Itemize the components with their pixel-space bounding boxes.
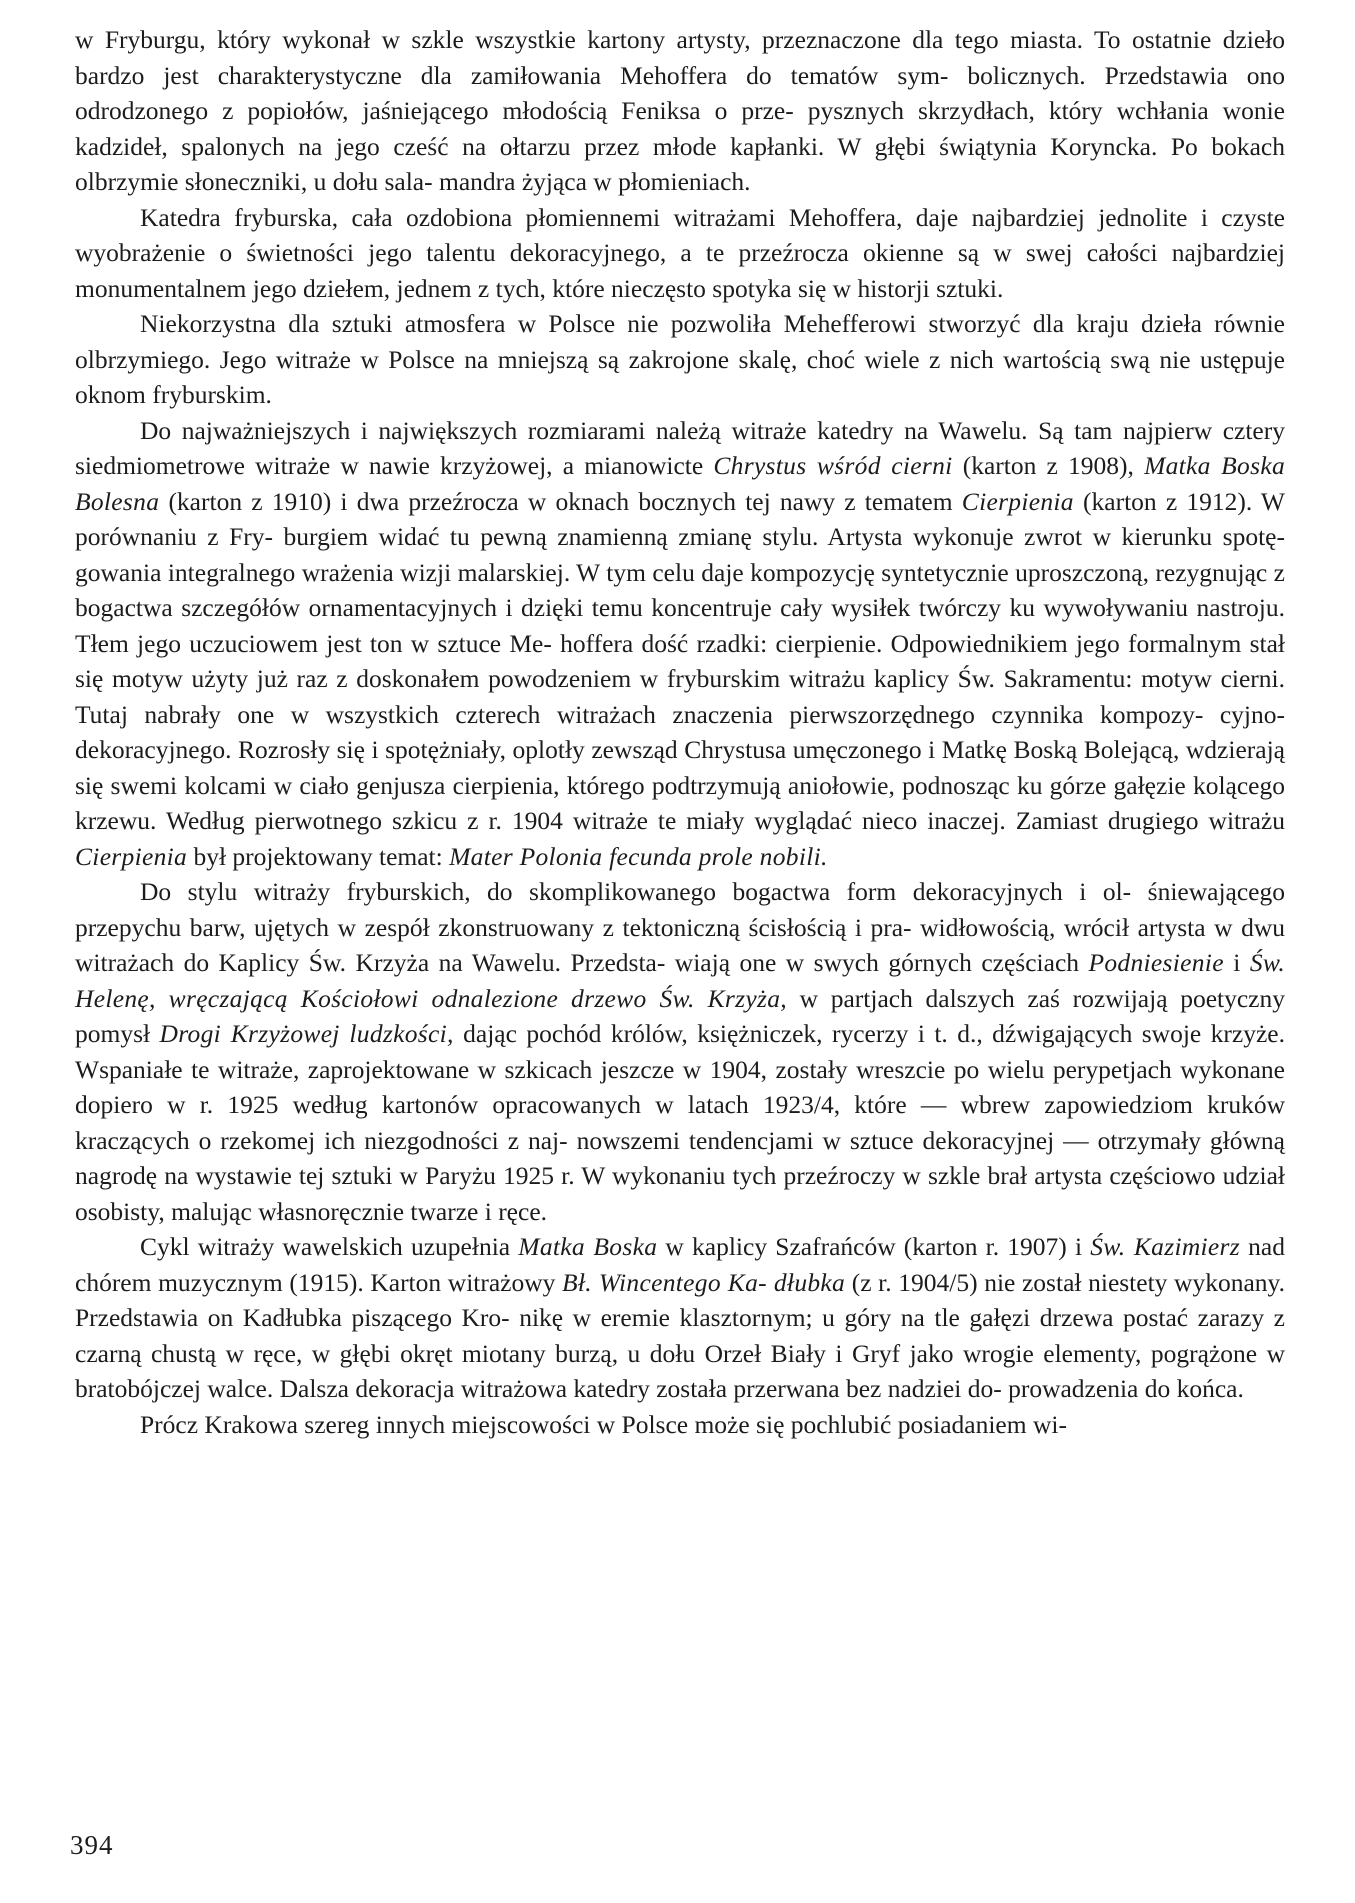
text-run: Prócz Krakowa szereg innych miejscowości w Polsce może się pochlubić posiadaniem wi- [140,1409,1067,1439]
italic-title: Podniesienie [1088,948,1224,977]
text-run: nad chórem muzycznym (1915). Karton witrażowy [75,1232,1286,1297]
italic-title: Mater Polonia fecunda prole nobili. [449,841,828,871]
italic-title: Cierpienia [75,841,188,871]
italic-title: Matka Boska Bolesna [75,451,1285,516]
italic-title: Drogi Krzyżowej ludzkości, [159,1019,454,1048]
paragraph [75,874,1285,1229]
text-run: Niekorzystna dla sztuki atmosfera w Polsce nie pozwoliła Mehefferowi stworzyć dla kraju dzieła równie olbrzymiego. Jego witraże w Polsce na mniejszą są zakrojone skalę, choć wiele z nich wartością swą nie ustępuje oknom fryburskim. [75,309,1285,409]
text-run: (karton z 1908), [952,451,1145,480]
italic-title: Cierpienia [961,486,1074,516]
paragraph [75,22,1285,200]
italic-title: Chrystus wśród cierni [713,451,953,480]
text-run: w partjach dalszych zaś rozwijają poetyczny pomysł [75,983,1285,1048]
text-run: Cykl witraży wawelskich uzupełnia [140,1232,519,1261]
text-run: był projektowany temat: [187,841,450,871]
text-run: (karton z 1910) i dwa przeźrocza w oknach bocznych tej nawy z tematem [159,486,962,516]
paragraph [75,306,1285,413]
paragraph [75,413,1285,875]
page-body-text [75,22,1285,1442]
text-run: Do stylu witraży fryburskich, do skomplikowanego bogactwa form dekoracyjnych i ol- śniewającego przepychu barw, ujętych w zespół zkonstruowany z tektoniczną ścisłością i pra- widłowością, wrócił artysta w dwu witrażach do Kaplicy Św. Krzyża na Wawelu. Przedsta- wiają one w swych górnych częściach [75,877,1285,977]
italic-title: Matka Boska [518,1232,658,1261]
page-number: 394 [70,1830,114,1860]
paragraph [75,200,1285,307]
italic-title: Św. Helenę, wręczającą Kościołowi odnalezione drzewo Św. Krzyża, [75,948,1286,1013]
text-run: (z r. 1904/5) nie został niestety wykonany. Przedstawia on Kadłubka piszącego Kro- nikę w eremie klasztornym; u góry na tle gałęzi drzewa postać zarazy z czarną chustą w ręce, w głębi okręt miotany burzą, u dołu Orzeł Biały i Gryf jako wrogie elementy, pogrążone w bratobójczej walce. Dalsza dekoracja witrażowa katedry została przerwana bez nadziei do- prowadzenia do końca. [75,1267,1285,1403]
text-run: Katedra fryburska, cała ozdobiona płomiennemi witrażami Mehoffera, daje najbardziej jednolite i czyste wyobrażenie o świetności jego talentu dekoracyjnego, a te przeźrocza okienne są w swej całości najbardziej monumentalnem jego dziełem, jednem z tych, które nieczęsto spotyka się w historji sztuki. [75,202,1285,303]
text-run: dając pochód królów, księżniczek, rycerzy i t. d., dźwigających swoje krzyże. Wspaniałe te witraże, zaprojektowane w szkicach jeszcze w 1904, zostały wreszcie po wielu perypetjach wykonane dopiero w r. 1925 według kartonów opracowanych w latach 1923/4, które — wbrew zapowiedziom kruków kraczących o rzekomej ich niezgodności z naj- nowszemi tendencjami w sztuce dekoracyjnej — otrzymały główną nagrodę na wystawie tej sztuki w Paryżu 1925 r. W wykonaniu tych przeźroczy w szkle brał artysta częściowo udział osobisty, malując własnoręcznie twarze i ręce. [75,1019,1285,1226]
text-run: Do najważniejszych i największych rozmiarami należą witraże katedry na Wawelu. Są tam najpierw cztery siedmiometrowe witraże w nawie krzyżowej, a mianowicte [75,415,1285,480]
italic-title: Św. Kazimierz [1090,1232,1240,1261]
text-run: w kaplicy Szafrańców (karton r. 1907) i [657,1232,1091,1261]
text-run: w Fryburgu, który wykonał w szkle wszystkie kartony artysty, przeznaczone dla tego miasta. To ostatnie dzieło bardzo jest charakterystyczne dla zamiłowania Mehoffera do tematów sym- bolicznych. Przedstawia ono odrodzonego z popiołów, jaśniejącego młodością Feniksa o prze- pysznych skrzydłach, który wchłania wonie kadzideł, spalonych na jego cześć na ołtarzu przez młode kapłanki. W głębi świątynia Koryncka. Po bokach olbrzymie słoneczniki, u dołu sala- mandra żyjąca w płomieniach. [75,25,1285,196]
italic-title: Bł. Wincentego Ka- dłubka [562,1267,846,1297]
text-run: i [1223,948,1250,977]
paragraph [75,1229,1285,1407]
paragraph [75,1407,1285,1443]
text-run: (karton z 1912). W porównaniu z Fry- burgiem widać tu pewną znamienną zmianę stylu. Artysta wykonuje zwrot w kierunku spotę- gowania integralnego wrażenia wizji malarskiej. W tym celu daje kompozycję syntetycznie uproszczoną, rezygnując z bogactwa szczegółów ornamentacyjnych i dzięki temu koncentruje cały wysiłek twórczy ku wywoływaniu nastroju. Tłem jego uczuciowem jest ton w sztuce Me- hoffera dość rzadki: cierpienie. Odpowiednikiem jego formalnym stał się motyw użyty już raz z doskonałem powodzeniem w fryburskim witrażu kaplicy Św. Sakramentu: motyw cierni. Tutaj nabrały one w wszystkich czterech witrażach znaczenia pierwszorzędnego czynnika kompozy- cyjno-dekoracyjnego. Rozrosły się i spotężniały, oplotły zewsząd Chrystusa umęczonego i Matkę Boską Bolejącą, wdzierają się swemi kolcami w ciało genjusza cierpienia, którego podtrzymują aniołowie, podnosząc ku górze gałęzie kolącego krzewu. Według pierwotnego szkicu z r. 1904 witraże te miały wyglądać nieco inaczej. Zamiast drugiego witrażu [75,486,1285,835]
